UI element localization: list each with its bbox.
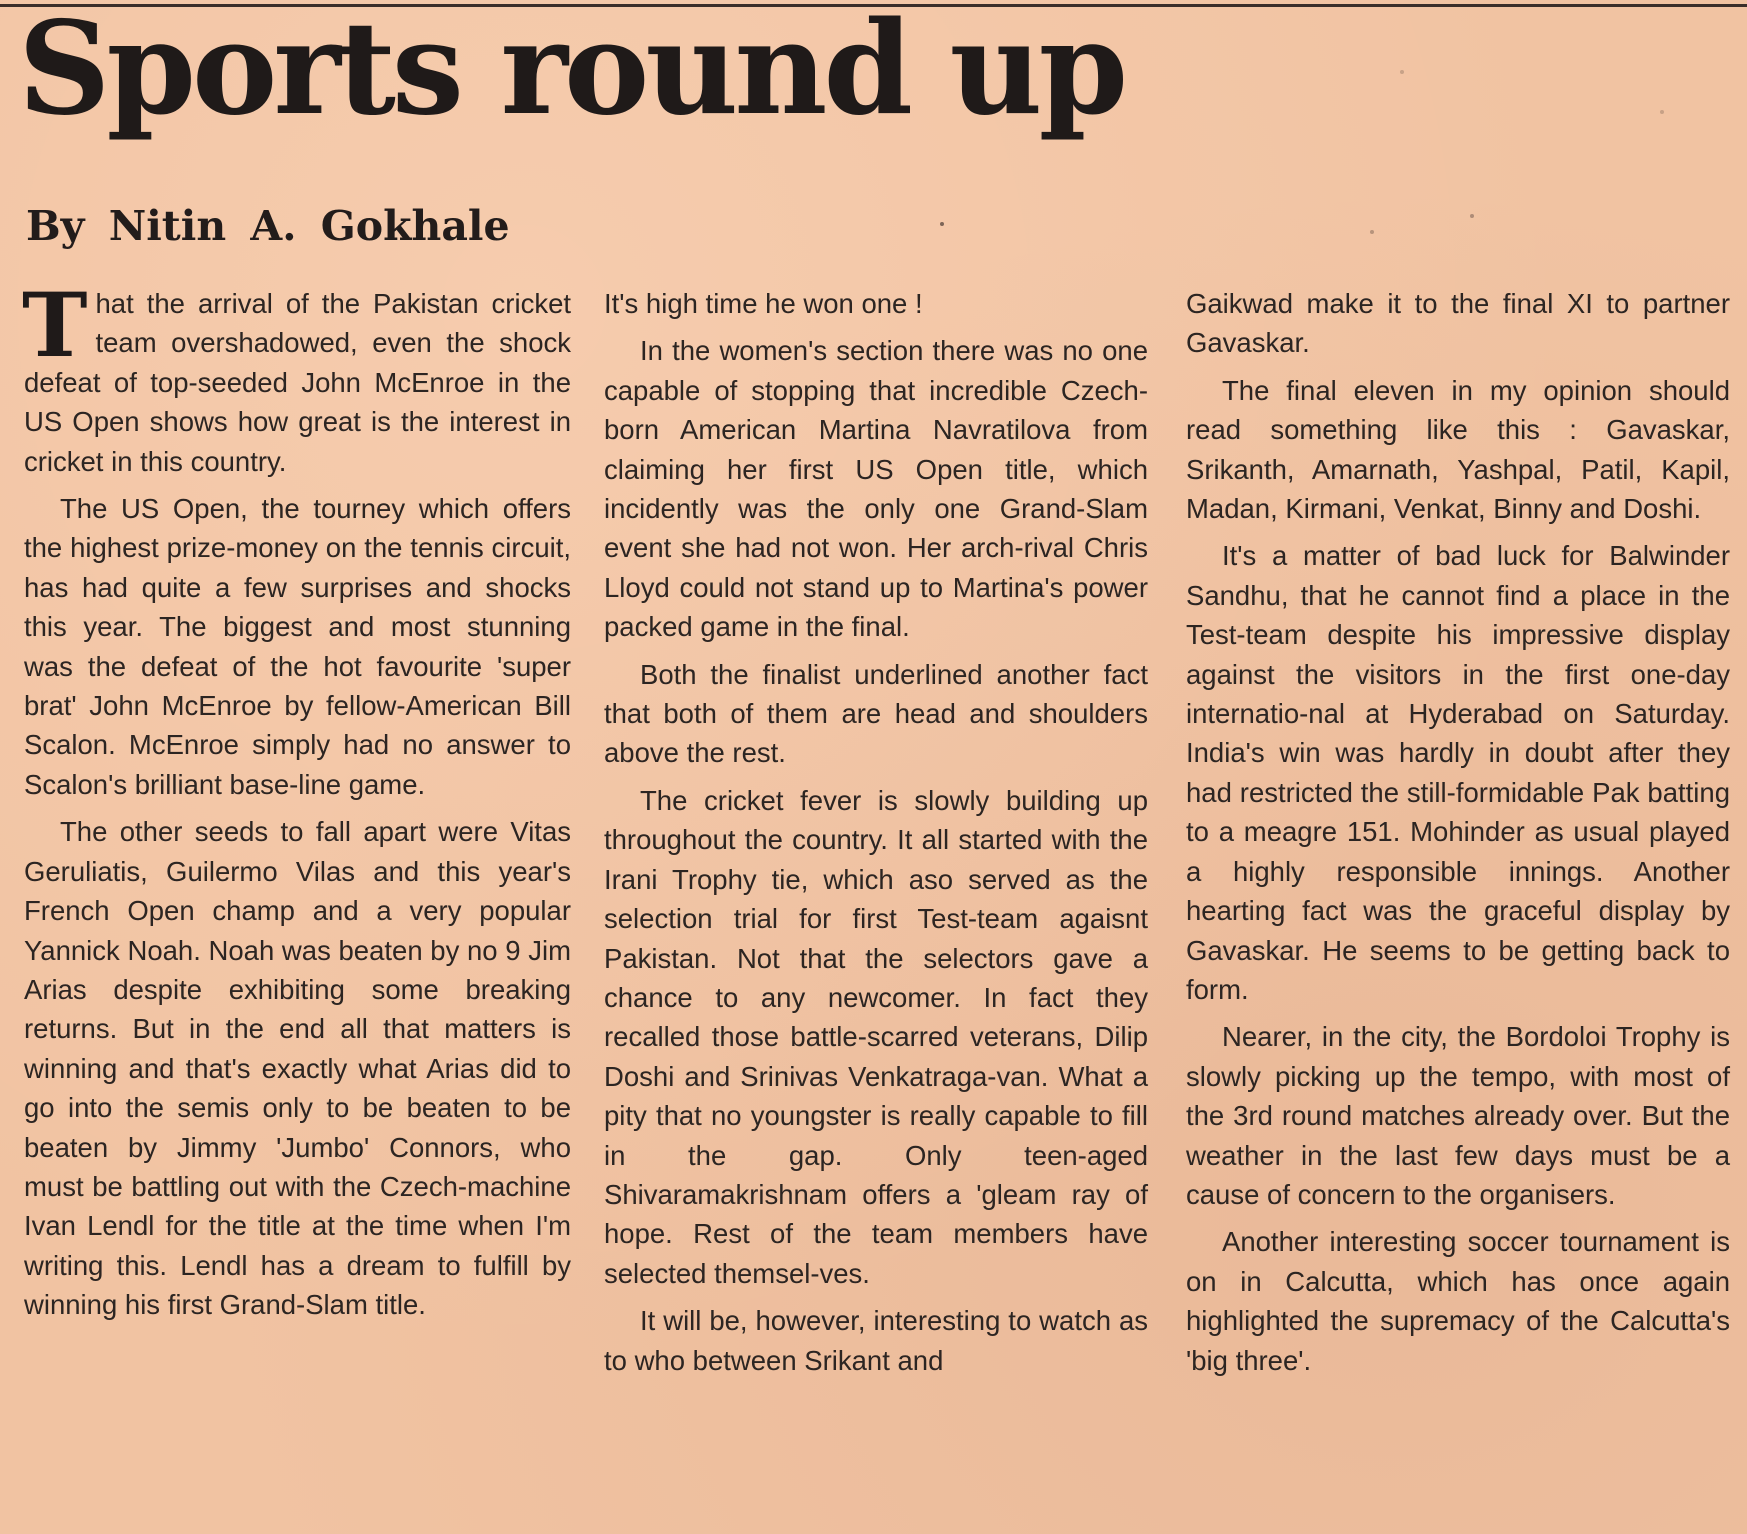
paragraph-text: hat the arrival of the Pakistan cricket team overshadowed, even the shock defeat of top-seeded John McEnroe in the US Open shows how great is the interest in cricket in this country. (24, 288, 571, 477)
paragraph: The final eleven in my opinion should read something like this : Gavaskar, Srikanth, Amarnath, Yashpal, Patil, Kapil, Madan, Kirmani, Venkat, Binny and Doshi. (1186, 374, 1730, 525)
paragraph: It will be, however, interesting to watch as to who between Srikant and (604, 1305, 1148, 1376)
paragraph: Nearer, in the city, the Bordoloi Trophy is slowly picking up the tempo, with most of the 3rd round matches already over. But the weather in the last few days must be a cause of concern to the organisers. (1186, 1021, 1730, 1210)
article-column-1 (22, 273, 571, 1333)
paragraph: It's high time he won one ! (604, 288, 923, 319)
paragraph: The other seeds to fall apart were Vitas Geruliatis, Guilermo Vilas and this year's French Open champ and a very popular Yannick Noah. Noah was beaten by no 9 Jim Arias despite exhibiting some breaking returns. But in the end all that matters is winning and that's exactly what Arias did to go into the semis only to be beaten to be beaten by Jimmy 'Jumbo' Connors, who must be battling out with the Czech-machine Ivan Lendl for the title at the time when I'm writing this. Lendl has a dream to fulfill by winning his first Grand-Slam title. (24, 816, 571, 1321)
article-column-3 (1186, 284, 1730, 1388)
paper-speck (940, 222, 944, 226)
paper-speck (1400, 70, 1404, 74)
paragraph: Gaikwad make it to the final XI to partner Gavaskar. (1186, 288, 1730, 359)
paper-speck (1660, 110, 1664, 114)
paragraph: It's a matter of bad luck for Balwinder Sandhu, that he cannot find a place in the Test-team despite his impressive display against the visitors in the first one-day internatio-nal at Hyderabad on Saturday. India's win was hardly in doubt after they had restricted the still-formidable Pak batting to a meagre 151. Mohinder as usual played a highly responsible innings. Another hearting fact was the graceful display by Gavaskar. He seems to be getting back to form. (1186, 540, 1730, 1005)
paper-speck (1370, 230, 1374, 234)
paragraph: In the women's section there was no one capable of stopping that incredible Czech-born American Martina Navratilova from claiming her first US Open title, which incidently was the only one Grand-Slam event she had not won. Her arch-rival Chris Lloyd could not stand up to Martina's power packed game in the final. (604, 335, 1148, 643)
paragraph (22, 273, 571, 481)
paper-speck (1470, 214, 1474, 218)
headline: Sports round up (18, 0, 1125, 144)
byline: By Nitin A. Gokhale (26, 202, 510, 250)
paragraph: The US Open, the tourney which offers the highest prize-money on the tennis circuit, has had quite a few surprises and shocks this year. The biggest and most stunning was the defeat of the hot favourite 'super brat' John McEnroe by fellow-American Bill Scalon. McEnroe simply had no answer to Scalon's brilliant base-line game. (24, 493, 571, 800)
paragraph: Another interesting soccer tournament is on in Calcutta, which has once again highlighted the supremacy of the Calcutta's 'big three'. (1186, 1226, 1730, 1376)
article-column-2 (604, 284, 1148, 1388)
drop-cap: T (22, 273, 88, 377)
paragraph: Both the finalist underlined another fact that both of them are head and shoulders above the rest. (604, 658, 1148, 769)
paragraph: The cricket fever is slowly building up throughout the country. It all started with the Irani Trophy tie, which aso served as the selection trial for first Test-team agaisnt Pakistan. Not that the selectors gave a chance to any newcomer. In fact they recalled those battle-scarred veterans, Dilip Doshi and Srinivas Venkatraga-van. What a pity that no youngster is really capable to fill in the gap. Only teen-aged Shivaramakrishnam offers a 'gleam ray of hope. Rest of the team members have selected themsel-ves. (604, 784, 1148, 1289)
